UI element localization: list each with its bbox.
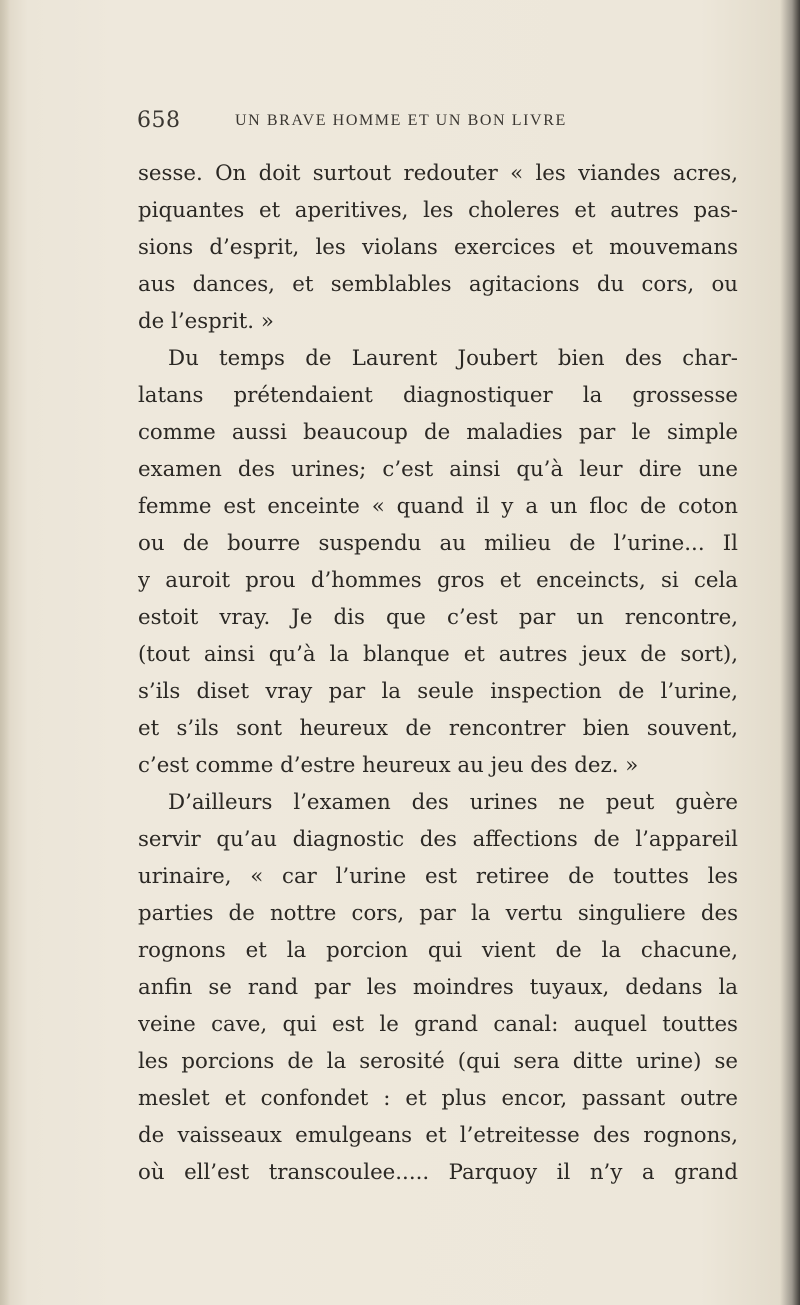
text-line: rognons et la porcion qui vient de la chacune, [138,938,738,963]
text-line: veine cave, qui est le grand canal: auquel touttes [138,1012,738,1037]
text-line: où ell’est transcoulee..... Parquoy il n’y a grand [138,1160,738,1185]
text-line: servir qu’au diagnostic des affections de l’appareil [138,827,738,852]
text-line: s’ils diset vray par la seule inspection de l’urine, [138,679,738,704]
text-line: parties de nottre cors, par la vertu singuliere des [138,901,738,926]
text-line: sions d’esprit, les violans exercices et mouvemans [138,235,738,260]
text-line: les porcions de la serosité (qui sera ditte urine) se [138,1049,738,1074]
page-header [137,108,737,138]
text-line: aus dances, et semblables agitacions du cors, ou [138,272,738,297]
text-line: sesse. On doit surtout redouter « les viandes acres, [138,161,738,186]
text-line: meslet et confondet : et plus encor, passant outre [138,1086,738,1111]
text-line: comme aussi beaucoup de maladies par le simple [138,420,738,445]
text-line: de vaisseaux emulgeans et l’etreitesse des rognons, [138,1123,738,1148]
text-line: estoit vray. Je dis que c’est par un rencontre, [138,605,738,630]
text-line: latans prétendaient diagnostiquer la grossesse [138,383,738,408]
text-line: y auroit prou d’hommes gros et enceincts, si cela [138,568,738,593]
text-line: de l’esprit. » [138,309,274,334]
text-line: piquantes et aperitives, les choleres et autres pas- [138,198,738,223]
page-edge-shadow [0,0,10,1305]
text-line: ou de bourre suspendu au milieu de l’urine... Il [138,531,738,556]
running-title: UN BRAVE HOMME ET UN BON LIVRE [235,112,567,129]
text-line: urinaire, « car l’urine est retiree de touttes les [138,864,738,889]
text-line: (tout ainsi qu’à la blanque et autres jeux de sort), [138,642,738,667]
text-line: anfin se rand par les moindres tuyaux, dedans la [138,975,738,1000]
body-text [138,155,738,1191]
text-line: femme est enceinte « quand il y a un floc de coton [138,494,738,519]
text-line: D’ailleurs l’examen des urines ne peut guère [168,790,738,815]
text-line: c’est comme d’estre heureux au jeu des dez. » [138,753,639,778]
text-line: examen des urines; c’est ainsi qu’à leur dire une [138,457,738,482]
text-line: Du temps de Laurent Joubert bien des char- [168,346,738,371]
page-number: 658 [137,108,181,133]
text-line: et s’ils sont heureux de rencontrer bien souvent, [138,716,738,741]
